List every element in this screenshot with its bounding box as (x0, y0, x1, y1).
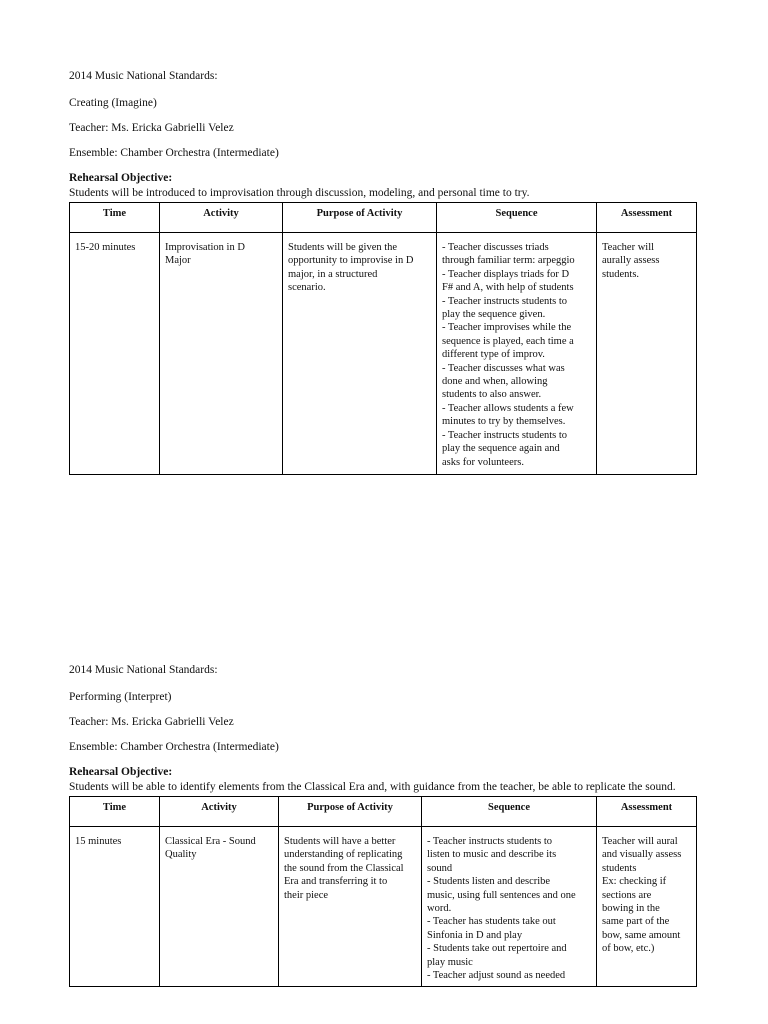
table-header-row (70, 203, 697, 233)
teacher-line: Teacher: Ms. Ericka Gabrielli Velez (69, 716, 234, 728)
objective-heading: Rehearsal Objective: (69, 766, 173, 778)
cell-purpose: Students will have a better understanding of replicating the sound from the Classical Era and transferring it to their piece (279, 827, 422, 987)
table-row (70, 827, 697, 987)
cell-sequence: - Teacher discusses triads through familiar term: arpeggio - Teacher displays triads for D F# and A, with help of students - Teacher instructs students to play the sequence given. - Teacher improvises while the sequence is played, each time a different type of improv. - Teacher discusses what was done and when, allowing students to also answer. - Teacher allows students a few minutes to try by themselves. - Teacher instructs students to play the sequence again and asks for volunteers. (437, 233, 597, 475)
header-activity: Activity (160, 797, 279, 827)
cell-sequence: - Teacher instructs students to listen to music and describe its sound - Students listen and describe music, using full sentences and one word. - Teacher has students take out Sinfonia in D and play - Students take out repertoire and play music - Teacher adjust sound as needed (422, 827, 597, 987)
objective-heading: Rehearsal Objective: (69, 172, 173, 184)
objective-text: Students will be able to identify elements from the Classical Era and, with guidance from the teacher, be able to replicate the sound. (69, 781, 676, 793)
cell-purpose: Students will be given the opportunity to improvise in D major, in a structured scenario. (283, 233, 437, 475)
header-time: Time (70, 203, 160, 233)
header-purpose: Purpose of Activity (283, 203, 437, 233)
artistic-process: Creating (Imagine) (69, 97, 157, 109)
cell-assessment: Teacher will aural and visually assess students Ex: checking if sections are bowing in the same part of the bow, same amount of bow, etc.) (597, 827, 697, 987)
header-time: Time (70, 797, 160, 827)
artistic-process: Performing (Interpret) (69, 691, 172, 703)
standards-line: 2014 Music National Standards: (69, 664, 218, 676)
header-assessment: Assessment (597, 797, 697, 827)
cell-assessment: Teacher will aurally assess students. (597, 233, 697, 475)
lesson-plan-table (69, 202, 697, 475)
table-row (70, 233, 697, 475)
standards-line: 2014 Music National Standards: (69, 70, 218, 82)
header-sequence: Sequence (422, 797, 597, 827)
header-assessment: Assessment (597, 203, 697, 233)
lesson-plan-table (69, 796, 697, 987)
cell-time: 15-20 minutes (70, 233, 160, 475)
cell-activity: Classical Era - Sound Quality (160, 827, 279, 987)
cell-activity: Improvisation in D Major (160, 233, 283, 475)
header-sequence: Sequence (437, 203, 597, 233)
teacher-line: Teacher: Ms. Ericka Gabrielli Velez (69, 122, 234, 134)
header-activity: Activity (160, 203, 283, 233)
objective-text: Students will be introduced to improvisation through discussion, modeling, and personal time to try. (69, 187, 530, 199)
table-header-row (70, 797, 697, 827)
ensemble-line: Ensemble: Chamber Orchestra (Intermediate) (69, 147, 279, 159)
cell-time: 15 minutes (70, 827, 160, 987)
header-purpose: Purpose of Activity (279, 797, 422, 827)
ensemble-line: Ensemble: Chamber Orchestra (Intermediate) (69, 741, 279, 753)
